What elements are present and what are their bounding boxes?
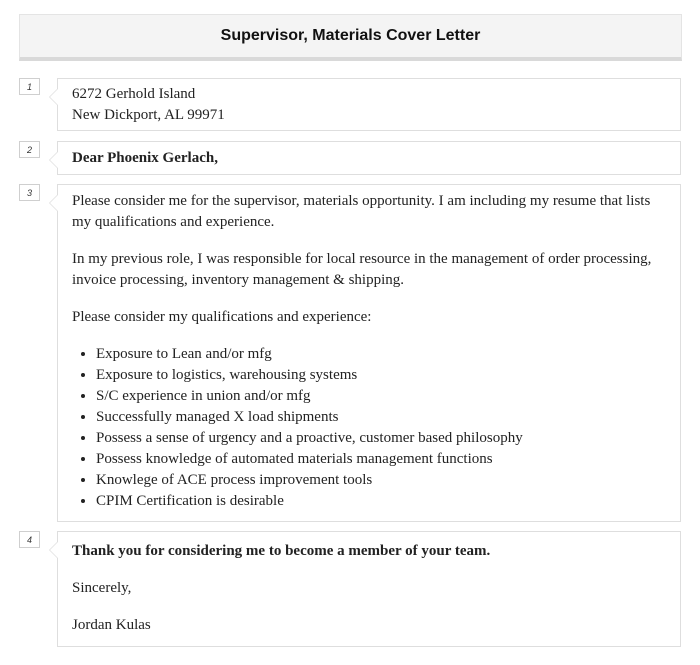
- section-closing: [19, 531, 681, 647]
- section-number: 2: [19, 141, 40, 158]
- list-item: • Possess a sense of urgency and a proactive, customer based philosophy: [96, 428, 666, 449]
- intro-paragraph: Please consider me for the supervisor, materials opportunity. I am including my resume that lists my qualifications and experience.: [72, 193, 651, 230]
- list-item: • Successfully managed X load shipments: [96, 407, 666, 428]
- section-number: 3: [19, 184, 40, 201]
- section-body: [19, 184, 681, 522]
- page-title: Supervisor, Materials Cover Letter: [220, 27, 481, 44]
- list-item: • Knowlege of ACE process improvement tools: [96, 470, 666, 491]
- list-item: • Exposure to Lean and/or mfg: [96, 344, 666, 365]
- closing-statement: Thank you for considering me to become a member of your team.: [72, 543, 491, 559]
- qualifications-intro: Please consider my qualifications and experience:: [72, 309, 372, 325]
- body-block: [57, 184, 681, 522]
- section-address: [19, 78, 681, 131]
- list-item: • Possess knowledge of automated materials management functions: [96, 449, 666, 470]
- address-block: [57, 78, 681, 131]
- sign-off: Sincerely,: [72, 580, 132, 596]
- list-item: • CPIM Certification is desirable: [96, 491, 666, 512]
- closing-block: [57, 531, 681, 647]
- section-number: 1: [19, 78, 40, 95]
- letter-header: [19, 14, 682, 61]
- qualifications-list: [72, 344, 666, 512]
- section-salutation: [19, 141, 681, 175]
- salutation-block: [57, 141, 681, 175]
- previous-role-paragraph: In my previous role, I was responsible for local resource in the management of order processing, invoice processing, inventory management & shipping.: [72, 251, 652, 288]
- list-item: • S/C experience in union and/or mfg: [96, 386, 666, 407]
- address-line-1: 6272 Gerhold Island: [72, 86, 196, 102]
- section-number: 4: [19, 531, 40, 548]
- address-line-2: New Dickport, AL 99971: [72, 107, 225, 123]
- list-item: • Exposure to logistics, warehousing systems: [96, 365, 666, 386]
- signature-name: Jordan Kulas: [72, 617, 151, 633]
- salutation: Dear Phoenix Gerlach,: [72, 150, 218, 166]
